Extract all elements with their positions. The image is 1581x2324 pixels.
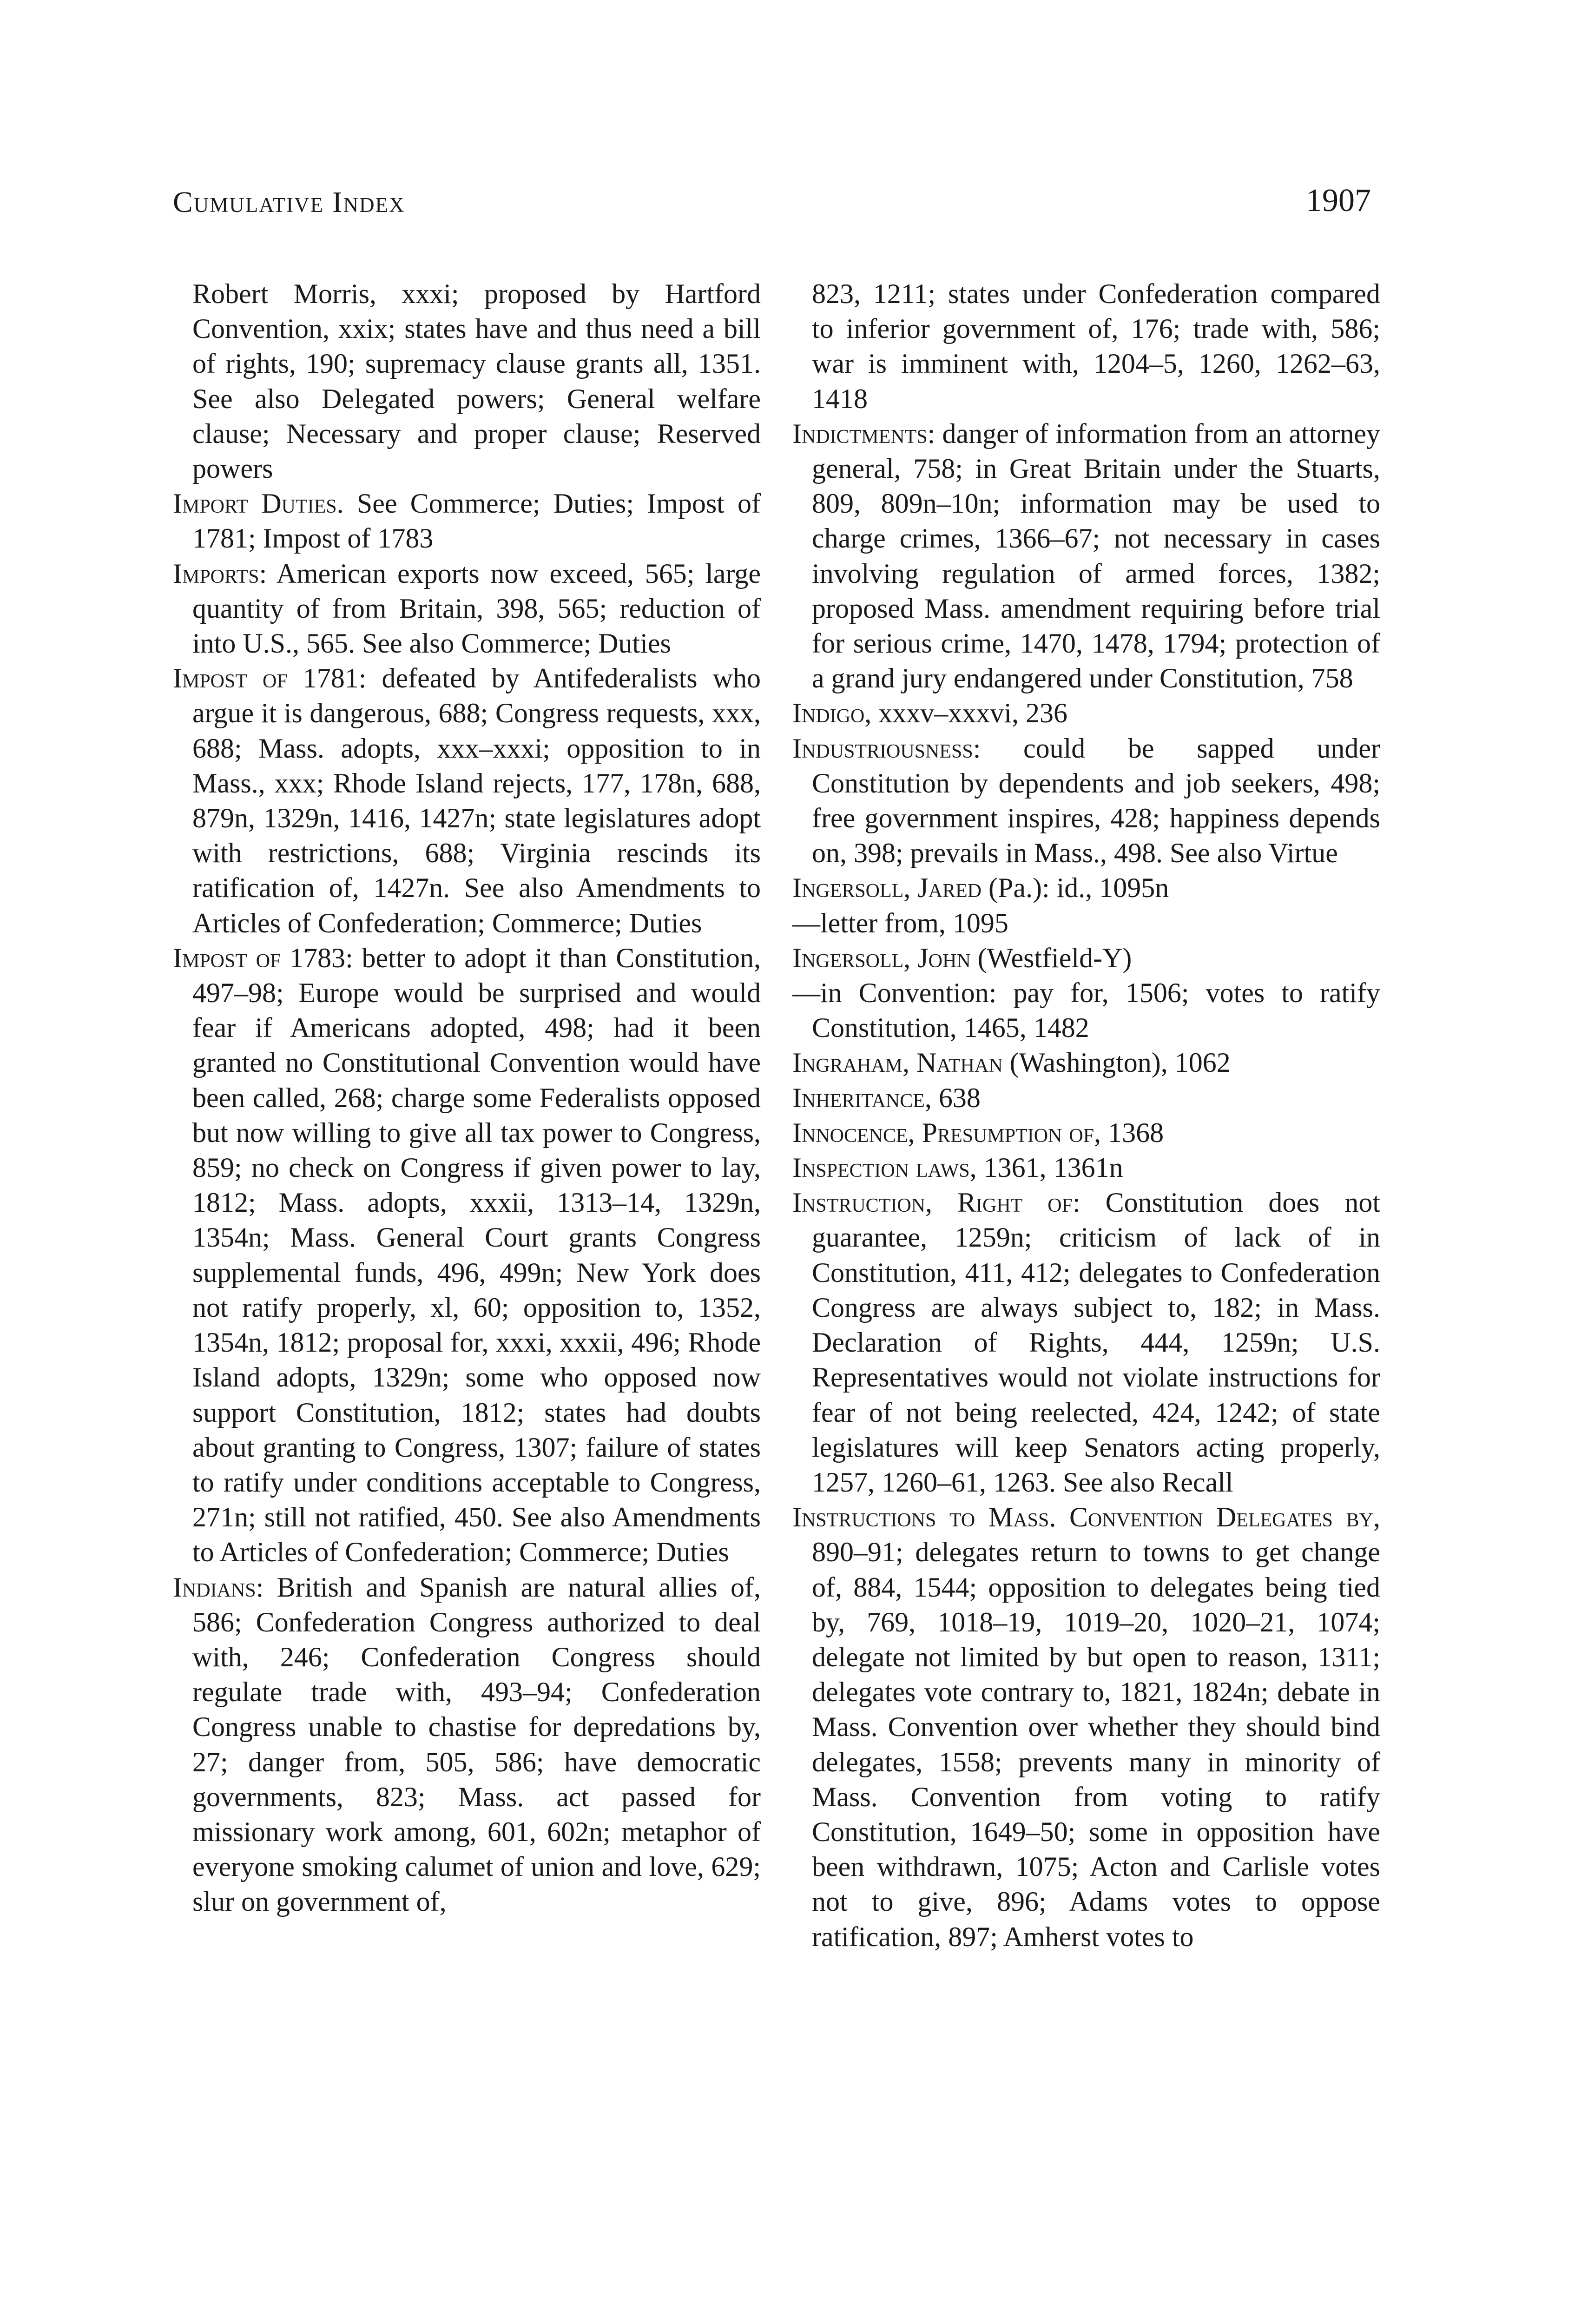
index-subentry <box>792 976 1380 1045</box>
entry-text: Robert Morris, xxxi; proposed by Hartford Convention, xxix; states have and thus need a bill of rights, 190; supremacy clause grants all, 1351. See also Delegated powers; General welfare clause; Necessary and proper clause; Reserved powers <box>192 278 761 484</box>
index-entry <box>792 1150 1380 1185</box>
entry-text: —letter from, 1095 <box>792 907 1008 938</box>
entry-heading: Indigo, <box>792 698 872 729</box>
entry-heading: Instructions to Mass. Convention Delegates by, <box>792 1502 1380 1533</box>
entry-heading: Indians: <box>173 1571 264 1603</box>
running-head: Cumulative Index <box>173 185 405 218</box>
left-column <box>173 277 761 1920</box>
index-entry <box>792 871 1380 905</box>
entry-text: (Washington), 1062 <box>1002 1047 1231 1078</box>
index-entry <box>173 556 761 661</box>
index-entry <box>173 661 761 941</box>
index-entry <box>173 486 761 556</box>
index-entry <box>173 1570 761 1920</box>
entry-text: defeated by Antifederalists who argue it is dangerous, 688; Congress requests, xxx, 688; Mass. adopts, xxx–xxxi; opposition to in Mass., xxx; Rhode Island rejects, 177, 178n, 688, 879n, 1329n, 1416, 1427n; state legislatures adopt with restrictions, 688; Virginia rescinds its ratification of, 1427n. See also Amendments to Articles of Confederation; Commerce; Duties <box>192 663 761 938</box>
index-entry <box>792 416 1380 696</box>
index-entry <box>792 696 1380 731</box>
right-column <box>792 277 1380 1954</box>
entry-text: Constitution does not guarantee, 1259n; criticism of lack of in Constitution, 411, 412; delegates to Confederation Congress are always subject to, 182; in Mass. Declaration of Rights, 444, 1259n; U.S. Representatives would not violate instructions for fear of not being reelected, 424, 1242; of state legislatures will keep Senators acting properly, 1257, 1260–61, 1263. See also Recall <box>812 1187 1380 1498</box>
index-entry <box>792 1500 1380 1954</box>
index-entry <box>792 1045 1380 1080</box>
entry-heading: Impost of 1781: <box>173 663 367 694</box>
entry-text: See Commerce; Duties; Impost of 1781; Impost of 1783 <box>192 488 761 554</box>
index-entry <box>792 1116 1380 1150</box>
entry-text: danger of information from an attorney general, 758; in Great Britain under the Stuarts, 809, 809n–10n; information may be used to charge crimes, 1366–67; not necessary in cases involving regulation of armed forces, 1382; proposed Mass. amendment requiring before trial for serious crime, 1470, 1478, 1794; protection of a grand jury endangered under Constitution, 758 <box>812 418 1380 694</box>
entry-text: 1361, 1361n <box>976 1152 1123 1183</box>
entry-heading: Innocence, Presumption of, <box>792 1117 1101 1148</box>
entry-text: 638 <box>931 1082 981 1113</box>
entry-heading: Ingraham, Nathan <box>792 1047 1003 1078</box>
entry-heading: Impost of 1783: <box>173 942 353 973</box>
page-number: 1907 <box>1306 183 1371 218</box>
entry-heading: Ingersoll, John <box>792 942 971 973</box>
index-entry <box>792 941 1380 976</box>
entry-text: 823, 1211; states under Confederation compared to inferior government of, 176; trade with, 586; war is imminent with, 1204–5, 1260, 1262–63, 1418 <box>812 278 1380 414</box>
entry-heading: Imports: <box>173 558 267 589</box>
index-entry <box>173 941 761 1570</box>
entry-text: xxxv–xxxvi, 236 <box>871 698 1067 729</box>
entry-text: —in Convention: pay for, 1506; votes to ratify Constitution, 1465, 1482 <box>792 977 1380 1043</box>
index-entry <box>792 1081 1380 1116</box>
entry-heading: Inspection laws, <box>792 1152 977 1183</box>
entry-heading: Industriousness: <box>792 733 981 764</box>
entry-text: British and Spanish are natural allies of, 586; Confederation Congress authorized to deal with, 246; Confederation Congress should regulate trade with, 493–94; Confederation Congress unable to chastise for depredations by, 27; danger from, 505, 586; have democratic governments, 823; Mass. act passed for missionary work among, 601, 602n; metaphor of everyone smoking calumet of union and love, 629; slur on government of, <box>192 1571 761 1917</box>
index-entry <box>792 277 1380 416</box>
entry-text: American exports now exceed, 565; large quantity of from Britain, 398, 565; reduction of into U.S., 565. See also Commerce; Duties <box>192 558 761 659</box>
index-entry <box>792 1185 1380 1500</box>
entry-text: (Pa.): id., 1095n <box>982 872 1169 904</box>
entry-heading: Indictments: <box>792 418 935 449</box>
index-entry <box>173 277 761 486</box>
entry-heading: Instruction, Right of: <box>792 1187 1080 1218</box>
index-subentry <box>792 906 1380 941</box>
entry-heading: Import Duties. <box>173 488 344 519</box>
entry-text: (Westfield-Y) <box>970 942 1132 973</box>
entry-text: 890–91; delegates return to towns to get change of, 884, 1544; opposition to delegates being tied by, 769, 1018–19, 1019–20, 1020–21, 1074; delegate not limited by but open to reason, 1311; delegates vote contrary to, 1821, 1824n; debate in Mass. Convention over whether they should bind delegates, 1558; prevents many in minority of Mass. Convention from voting to ratify Constitution, 1649–50; some in opposition have been withdrawn, 1075; Acton and Carlisle votes not to give, 896; Adams votes to oppose ratification, 897; Amherst votes to <box>812 1537 1380 1952</box>
entry-text: 1368 <box>1101 1117 1164 1148</box>
entry-text: could be sapped under Constitution by dependents and job seekers, 498; free government inspires, 428; happiness depends on, 398; prevails in Mass., 498. See also Virtue <box>812 733 1380 869</box>
entry-text: better to adopt it than Constitution, 497–98; Europe would be surprised and would fear if Americans adopted, 498; had it been granted no Constitutional Convention would have been called, 268; charge some Federalists opposed but now willing to give all tax power to Congress, 859; no check on Congress if given power to lay, 1812; Mass. adopts, xxxii, 1313–14, 1329n, 1354n; Mass. General Court grants Congress supplemental funds, 496, 499n; New York does not ratify properly, xl, 60; opposition to, 1352, 1354n, 1812; proposal for, xxxi, xxxii, 496; Rhode Island adopts, 1329n; some who opposed now support Constitution, 1812; states had doubts about granting to Congress, 1307; failure of states to ratify under conditions acceptable to Congress, 271n; still not ratified, 450. See also Amendments to Articles of Confederation; Commerce; Duties <box>192 942 761 1568</box>
entry-heading: Inheritance, <box>792 1082 932 1113</box>
entry-heading: Ingersoll, Jared <box>792 872 982 904</box>
index-entry <box>792 731 1380 871</box>
